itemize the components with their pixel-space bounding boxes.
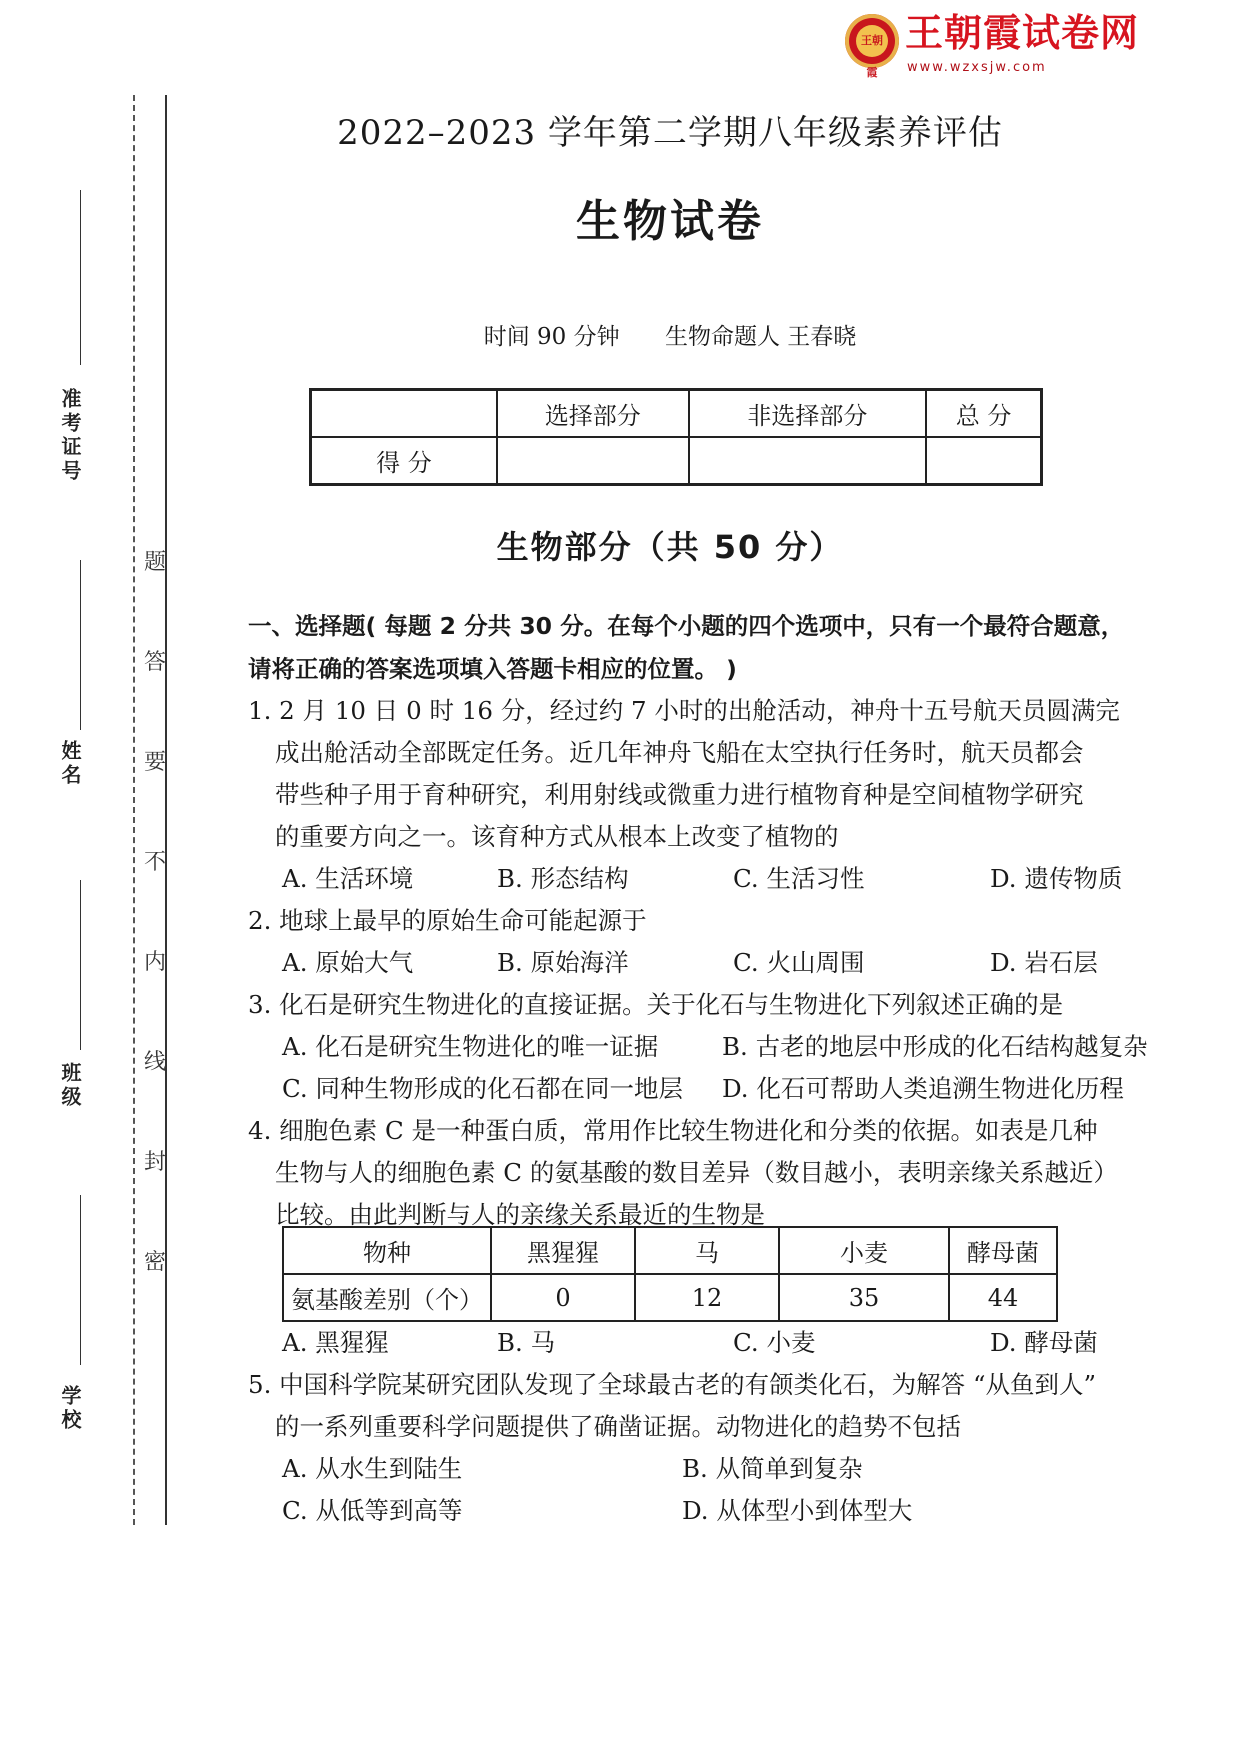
option-a: A. 黑猩猩 bbox=[282, 1328, 389, 1357]
binding-dashed-line bbox=[133, 95, 135, 1525]
option-c: C. 从低等到高等 bbox=[282, 1496, 463, 1525]
table-header-cell: 黑猩猩 bbox=[491, 1227, 635, 1274]
option-a: A. 化石是研究生物进化的唯一证据 bbox=[282, 1032, 659, 1061]
score-row-label: 得 分 bbox=[311, 437, 498, 485]
score-table bbox=[309, 388, 1043, 486]
school-underline bbox=[80, 1195, 81, 1365]
score-header-choice: 选择部分 bbox=[497, 390, 689, 438]
logo-seal-icon bbox=[845, 14, 899, 79]
option-a: A. 从水生到陆生 bbox=[282, 1454, 463, 1483]
question-5 bbox=[248, 1364, 1168, 1448]
question-line: 比较。由此判断与人的亲缘关系最近的生物是 bbox=[275, 1200, 765, 1229]
exam-time: 时间 90 分钟 bbox=[483, 324, 620, 350]
question-line: 成出舱活动全部既定任务。近几年神舟飞船在太空执行任务时，航天员都会 bbox=[275, 738, 1084, 767]
section-title: 生物部分（共 50 分） bbox=[496, 528, 844, 566]
option-b: B. 从简单到复杂 bbox=[682, 1454, 863, 1483]
exam-id-underline bbox=[80, 190, 81, 365]
question-line: 的重要方向之一。该育种方式从根本上改变了植物的 bbox=[275, 822, 839, 851]
table-header-cell: 酵母菌 bbox=[949, 1227, 1057, 1274]
question-2 bbox=[248, 900, 647, 942]
option-c: C. 生活习性 bbox=[733, 864, 865, 893]
table-cell: 12 bbox=[635, 1274, 779, 1321]
name-underline bbox=[80, 560, 81, 730]
exam-meta bbox=[300, 318, 1040, 351]
question-4 bbox=[248, 1110, 1148, 1236]
option-c: C. 火山周围 bbox=[733, 948, 865, 977]
logo-url: www.wzxsjw.com bbox=[907, 60, 1047, 75]
question-3 bbox=[248, 984, 1063, 1026]
table-cell: 44 bbox=[949, 1274, 1057, 1321]
table-cell: 35 bbox=[779, 1274, 949, 1321]
score-cell bbox=[926, 437, 1041, 485]
seal-char: 封 bbox=[144, 1150, 167, 1175]
table-cell: 0 bbox=[491, 1274, 635, 1321]
table-header-cell: 小麦 bbox=[779, 1227, 949, 1274]
school-label: 学校 bbox=[58, 1385, 82, 1433]
table-header-cell: 物种 bbox=[283, 1227, 491, 1274]
site-logo bbox=[845, 10, 1165, 79]
seal-char: 不 bbox=[144, 850, 167, 875]
question-line: 4. 细胞色素 C 是一种蛋白质，常用作比较生物进化和分类的依据。如表是几种 bbox=[248, 1116, 1098, 1145]
seal-char: 要 bbox=[144, 750, 167, 775]
instructions-line: 一、选择题( 每题 2 分共 30 分。在每个小题的四个选项中，只有一个最符合题意， bbox=[248, 612, 1125, 640]
seal-char: 密 bbox=[144, 1250, 167, 1275]
question-line: 2. 地球上最早的原始生命可能起源于 bbox=[248, 906, 647, 935]
score-cell bbox=[497, 437, 689, 485]
instructions-line: 请将正确的答案选项填入答题卡相应的位置。 ) bbox=[248, 655, 737, 683]
exam-author: 生物命题人 王春晓 bbox=[664, 324, 857, 350]
option-d: D. 酵母菌 bbox=[990, 1328, 1098, 1357]
subject-title: 生物试卷 bbox=[576, 196, 764, 247]
logo-seal-text: 王朝霞 bbox=[856, 25, 888, 57]
score-cell bbox=[689, 437, 927, 485]
option-c: C. 同种生物形成的化石都在同一地层 bbox=[282, 1074, 683, 1103]
seal-char: 题 bbox=[144, 550, 167, 575]
option-a: A. 生活环境 bbox=[282, 864, 414, 893]
logo-name: 王朝霞试卷网 bbox=[905, 11, 1140, 55]
option-d: D. 从体型小到体型大 bbox=[682, 1496, 913, 1525]
option-d: D. 遗传物质 bbox=[990, 864, 1123, 893]
option-c: C. 小麦 bbox=[733, 1328, 816, 1357]
score-header-total: 总 分 bbox=[926, 390, 1041, 438]
option-b: B. 马 bbox=[497, 1328, 556, 1357]
class-underline bbox=[80, 880, 81, 1050]
question-line: 的一系列重要科学问题提供了确凿证据。动物进化的趋势不包括 bbox=[275, 1412, 961, 1441]
table-cell: 氨基酸差别（个） bbox=[283, 1274, 491, 1321]
question-line: 3. 化石是研究生物进化的直接证据。关于化石与生物进化下列叙述正确的是 bbox=[248, 990, 1064, 1019]
exam-id-label: 准考证号 bbox=[58, 388, 82, 484]
amino-acid-table bbox=[282, 1226, 1058, 1322]
score-header-nonchoice: 非选择部分 bbox=[689, 390, 927, 438]
question-line: 5. 中国科学院某研究团队发现了全球最古老的有颌类化石，为解答 “从鱼到人” bbox=[248, 1370, 1096, 1399]
question-line: 生物与人的细胞色素 C 的氨基酸的数目差异（数目越小，表明亲缘关系越近） bbox=[275, 1158, 1118, 1187]
seal-char: 线 bbox=[144, 1050, 167, 1075]
seal-char: 答 bbox=[144, 650, 167, 675]
seal-char: 内 bbox=[144, 950, 167, 975]
table-header-cell: 马 bbox=[635, 1227, 779, 1274]
option-b: B. 古老的地层中形成的化石结构越复杂 bbox=[722, 1032, 1148, 1061]
class-label: 班级 bbox=[58, 1062, 82, 1110]
name-label: 姓名 bbox=[58, 740, 82, 788]
score-header-blank bbox=[311, 390, 498, 438]
instructions bbox=[248, 605, 1148, 691]
option-b: B. 形态结构 bbox=[497, 864, 629, 893]
binding-solid-line bbox=[165, 95, 167, 1525]
option-d: D. 岩石层 bbox=[990, 948, 1098, 977]
question-1 bbox=[248, 690, 1148, 858]
option-b: B. 原始海洋 bbox=[497, 948, 629, 977]
exam-title: 2022–2023 学年第二学期八年级素养评估 bbox=[337, 113, 1003, 153]
option-d: D. 化石可帮助人类追溯生物进化历程 bbox=[722, 1074, 1124, 1103]
question-line: 1. 2 月 10 日 0 时 16 分，经过约 7 小时的出舱活动，神舟十五号航天员圆满完 bbox=[248, 696, 1120, 725]
option-a: A. 原始大气 bbox=[282, 948, 414, 977]
question-line: 带些种子用于育种研究，利用射线或微重力进行植物育种是空间植物学研究 bbox=[275, 780, 1084, 809]
